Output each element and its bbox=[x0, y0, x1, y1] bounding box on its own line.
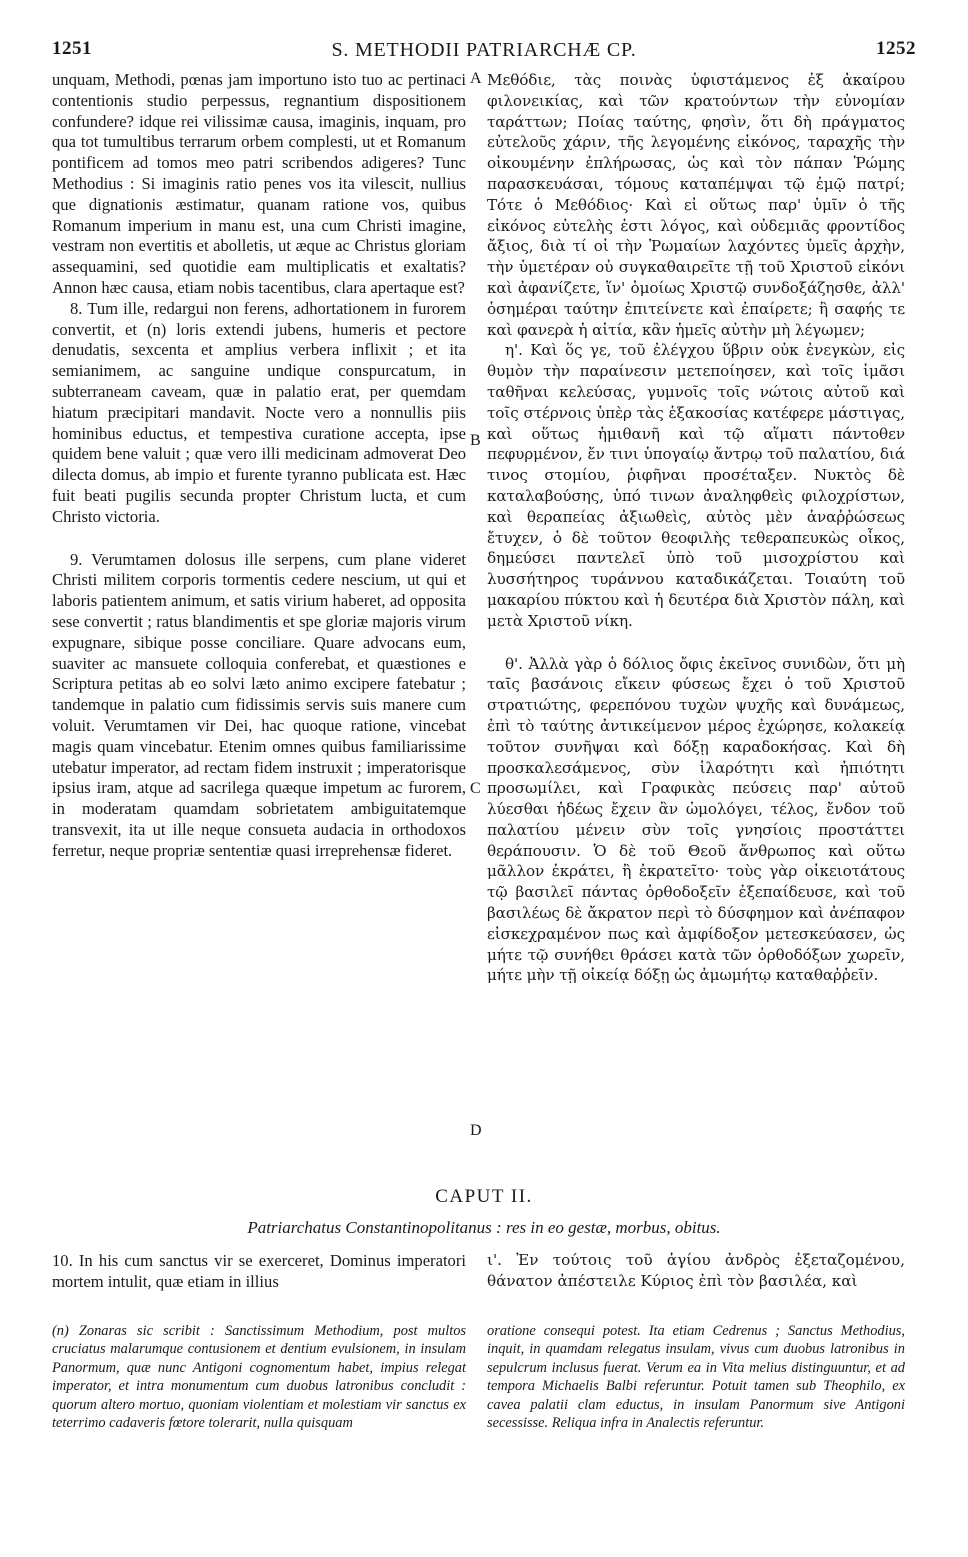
footnote-left: (n) Zonaras sic scribit : Sanctissimum Methodium, post multos cruciatus malarumque contusionem et dentium evulsionem, in insulam Panormum, quæ nunc Antigoni cognomentum habet, impius relegat imperator, et intra monumentum cum duobus latronibus concludit : quorum altero mortuo, quoniam violentiam et molestiam vir sanctus ex teterrimo cadaveris fœtore tolerarit, nulla quisquam bbox=[52, 1323, 466, 1432]
greek-paragraph-8: η'. Καὶ ὅς γε, τοῦ ἐλέγχου ὕβριν οὐκ ἐνεγκὼν, εἰς θυμὸν τὴν παραίνεσιν μετεποίησεν, καὶ τοῖς ἱμᾶσι ταθῆναι κελεύσας, γυμνοῖς τοῖς νώτοις αὐτοῦ καὶ τοῖς στέρνοις ὑπὲρ τὰς ἑξακοσίας κατέφερε μάστιγας, καὶ οὕτως ἡμιθανῆ καὶ τῷ αἵματι πάντοθεν πεφυρμένον, ἔν τινι ὑπογαίῳ ἄντρῳ τοῦ παλατίου, διά τινος στομίου, ῥιφῆναι προσέταξεν. Νυκτὸς δὲ καταλαβούσης, ὑπό τινων ἀναληφθεὶς φιλοχρίστων, καὶ θεραπείας ἀξιωθεὶς, αὐτὸς μὲν ἀναῤῥώσεως ἔτυχεν, ὁ δὲ τοῦτον θεοφιλὴς τεθεραπευκὼς οἶκος, δημεύσει παντελεῖ ὑπὸ τοῦ μισοχρίστου καὶ λυσσήτηρος τυράννου καταδικάζεται. Τοιαύτη τοῦ μακαρίου πύκτου καὶ ἡ δευτέρα διὰ Χριστὸν πάλη, καὶ μετὰ Χριστοῦ νίκη. bbox=[487, 341, 905, 630]
latin-paragraph-9: 9. Verumtamen dolosus ille serpens, cum plane videret Christi militem corporis tormentis cedere nescium, ut qui et laboris patientem animum, et satis virium haberet, ad opposita sese convertit ; ratus blandimentis et spe gloriæ majoris virum expugnare, sibique posse conciliare. Quare advocans eum, suaviter ac mansuete colloquia conferebat, et quæstiones e Scriptura petitas ab eo solvi læto animo excipere fatebatur ; tandemque in palatio cum fidissimis servis suis manere cum voluit. Verumtamen vir Dei, hac quoque ratione, vincebat magis quam vincebatur. Etenim omnes quibus familiarissime utebatur imperator, ad rectam fidem instruxit ; imperatorisque ipsius iram, atque ad sacrilega quæque impetum ac furorem, in moderatam quamdam sobrietatem ambiguitatemque transvexit, ita ut ille neque consueta audacia in orthodoxos ferretur, neque propriæ sententiæ quasi irreprehensæ fideret. bbox=[52, 549, 466, 860]
latin-paragraph-10: 10. In his cum sanctus vir se exerceret, Dominus imperatori mortem intulit, quæ etiam in illius bbox=[52, 1251, 466, 1291]
greek-paragraph-9: θ'. Ἀλλὰ γὰρ ὁ δόλιος ὄφις ἐκεῖνος συνιδὼν, ὅτι μὴ ταῖς βασάνοις εἴκειν φύσεως ἔχει ὁ τοῦ Χριστοῦ στρατιώτης, φερεπόνου τυχὼν ψυχῆς καὶ δυνάμεως, ἐπὶ τὸ ταύτης ἀντικείμενον μέρος ἐχώρησε, κολακείᾳ τοῦτον συνῆψαι καὶ δόξῃ καραδοκήσας. Καὶ δὴ προσκαλεσάμενος, σὺν ἱλαρότητι καὶ ἠπιότητι προσωμίλει, καὶ Γραφικὰς πεύσεις παρ' αὐτοῦ λύεσθαι ἡδέως ἔχειν ἂν ὡμολόγει, τέλος, ἔνδον τοῦ παλατίου μένειν σὺν τοῖς γνησίοις προστάττει θεράπουσιν. Ὁ δὲ τοῦ Θεοῦ ἄνθρωπος καὶ οὕτω μᾶλλον ἐκράτει, ἢ ἐκρατεῖτο· τοὺς γὰρ οἰκειοτάτους τῷ βασιλεῖ πάντας ὀρθοδοξεῖν ἐξεπαίδευσε, καὶ τοῦ βασιλέως δὲ ἄκρατον περὶ τὸ δύσφημον καὶ ἀνέπαφον εἰσκεχραμένον πως καὶ ἀμφίδοξον μετεσκεύασεν, ὡς μήτε τῷ συνήθει θράσει κατὰ τῶν ὀρθοδόξων χωρεῖν, μήτε μὴν τῇ οἰκείᾳ δόξῃ ὡς ἀμωμήτῳ καταθαῤῥεῖν. bbox=[487, 654, 905, 985]
margin-letter-d: D bbox=[470, 1122, 482, 1139]
margin-letter-c: C bbox=[470, 780, 481, 797]
latin-paragraph-8: 8. Tum ille, redargui non ferens, adhortationem in furorem convertit, et (n) loris extendi jubens, humeris et pectore denudatis, sexcenta et amplius verbera inflixit ; et ita semianimem, ac sanguine undique conspurcatum, in subterraneam caveam, quæ in palatio erat, per quemdam hiatum præcipitari mandavit. Nocte vero a nonnullis piis hominibus eductus, et tempestiva curatione accepta, ipse quidem bene valuit ; quæ vero illi medicinam admoverat Deo dilecta domus, ab impio et furente tyranno publicata est. Hæc fuit beati pugilis secunda propter Christum lucta, et cum Christo victoria. bbox=[52, 298, 466, 526]
right-column-number: 1252 bbox=[876, 38, 916, 59]
page-header bbox=[52, 38, 916, 66]
running-title: S. METHODII PATRIARCHÆ CP. bbox=[331, 39, 637, 61]
latin-column bbox=[52, 70, 466, 861]
left-column-number: 1251 bbox=[52, 38, 92, 59]
footnote-right: oratione consequi potest. Ita etiam Cedrenus ; Sanctus Methodius, inquit, in quamdam relegatus insulam, vivus cum duobus latronibus in sepulcrum inclusus fuerat. Verum ea in Vita melius distinguuntur, et ad tempora Michaelis Balbi referuntur. Potuit tamen sub Theophilo, ex cavea palatii clam eductus, in insulam Panormum sive Antigoni secessisse. Reliqua infra in Analectis referuntur. bbox=[487, 1323, 905, 1432]
chapter-subtitle: Patriarchatus Constantinopolitanus : res in eo gestæ, morbus, obitus. bbox=[247, 1218, 721, 1237]
greek-paragraph-7-end: Μεθόδιε, τὰς ποινὰς ὑφιστάμενος ἐξ ἀκαίρου φιλονεικίας, καὶ τῶν κρατούντων τὴν εὐνομίαν ταράττων; Ποίας ταύτης, φησὶν, ὅτι δὴ πράγματος εὐτελοῦς χάριν, τῆς λεγομένης εἰκόνος, ταραχῆς τὴν οἰκουμένην ἐπλήρωσας, ὡς καὶ τὸν πάπαν Ῥώμης παρασκευάσαι, τόμους καταπέμψαι τῷ ἐμῷ πατρί; Τότε ὁ Μεθόδιος· Καὶ εἰ οὕτως παρ' ὑμῖν ὁ τῆς εἰκόνος εὐτελὴς ἐστι λόγος, καὶ οὐδεμιᾶς φροντίδος ἄξιος, διὰ τί οἱ τὴν Ῥωμαίων λαχόντες ὑμεῖς ἀρχὴν, τὴν ὑμετέραν οὐ συγκαθαιρεῖτε τῇ τοῦ Χριστοῦ εἰκόνι καὶ ἀφανίζετε, ἵν' ὁμοίως Χριστῷ συνδοξάζησθε, ἀλλ' ὁσημέραι ταύτην ἐπιτείνετε καὶ ἐπαίρετε; ἢ σαφής τε καὶ φανερὰ ἡ αἰτία, κἂν ἡμεῖς αὐτὴν μὴ λέγωμεν; bbox=[487, 71, 905, 339]
greek-column bbox=[487, 70, 905, 986]
chapter-heading: CAPUT II. bbox=[435, 1186, 533, 1207]
latin-paragraph-7-end: unquam, Methodi, pœnas jam importuno isto tuo ac pertinaci contentionis studio perpessus, regnantium dispositionem confundere? idque rei vilissimæ causa, imaginis, inquam, pro qua tot tumultibus terrarum orbem complesti, ut et Romanum pontificem ad tomos meo patri scribendos adigeres? Tunc Methodius : Si imaginis ratio penes vos ita vilescit, nullius que dignationis æstimatur, quanam ratione vos, quibus Romanum imperium in manu est, una cum Christi imagine, vestram non evertitis et abolletis, ut æque ac Christus gloriam assequamini, sed quotidie eam multiplicatis et exaltatis? Annon hæc causa, etiam nobis tacentibus, clara apertaque est? bbox=[52, 70, 466, 297]
margin-letter-b: B bbox=[470, 432, 481, 449]
greek-paragraph-10: ι'. Ἐν τούτοις τοῦ ἁγίου ἀνδρὸς ἐξεταζομένου, θάνατον ἀπέστειλε Κύριος ἐπὶ τὸν βασιλέα, καὶ bbox=[487, 1251, 905, 1290]
margin-letter-a: A bbox=[470, 70, 482, 87]
